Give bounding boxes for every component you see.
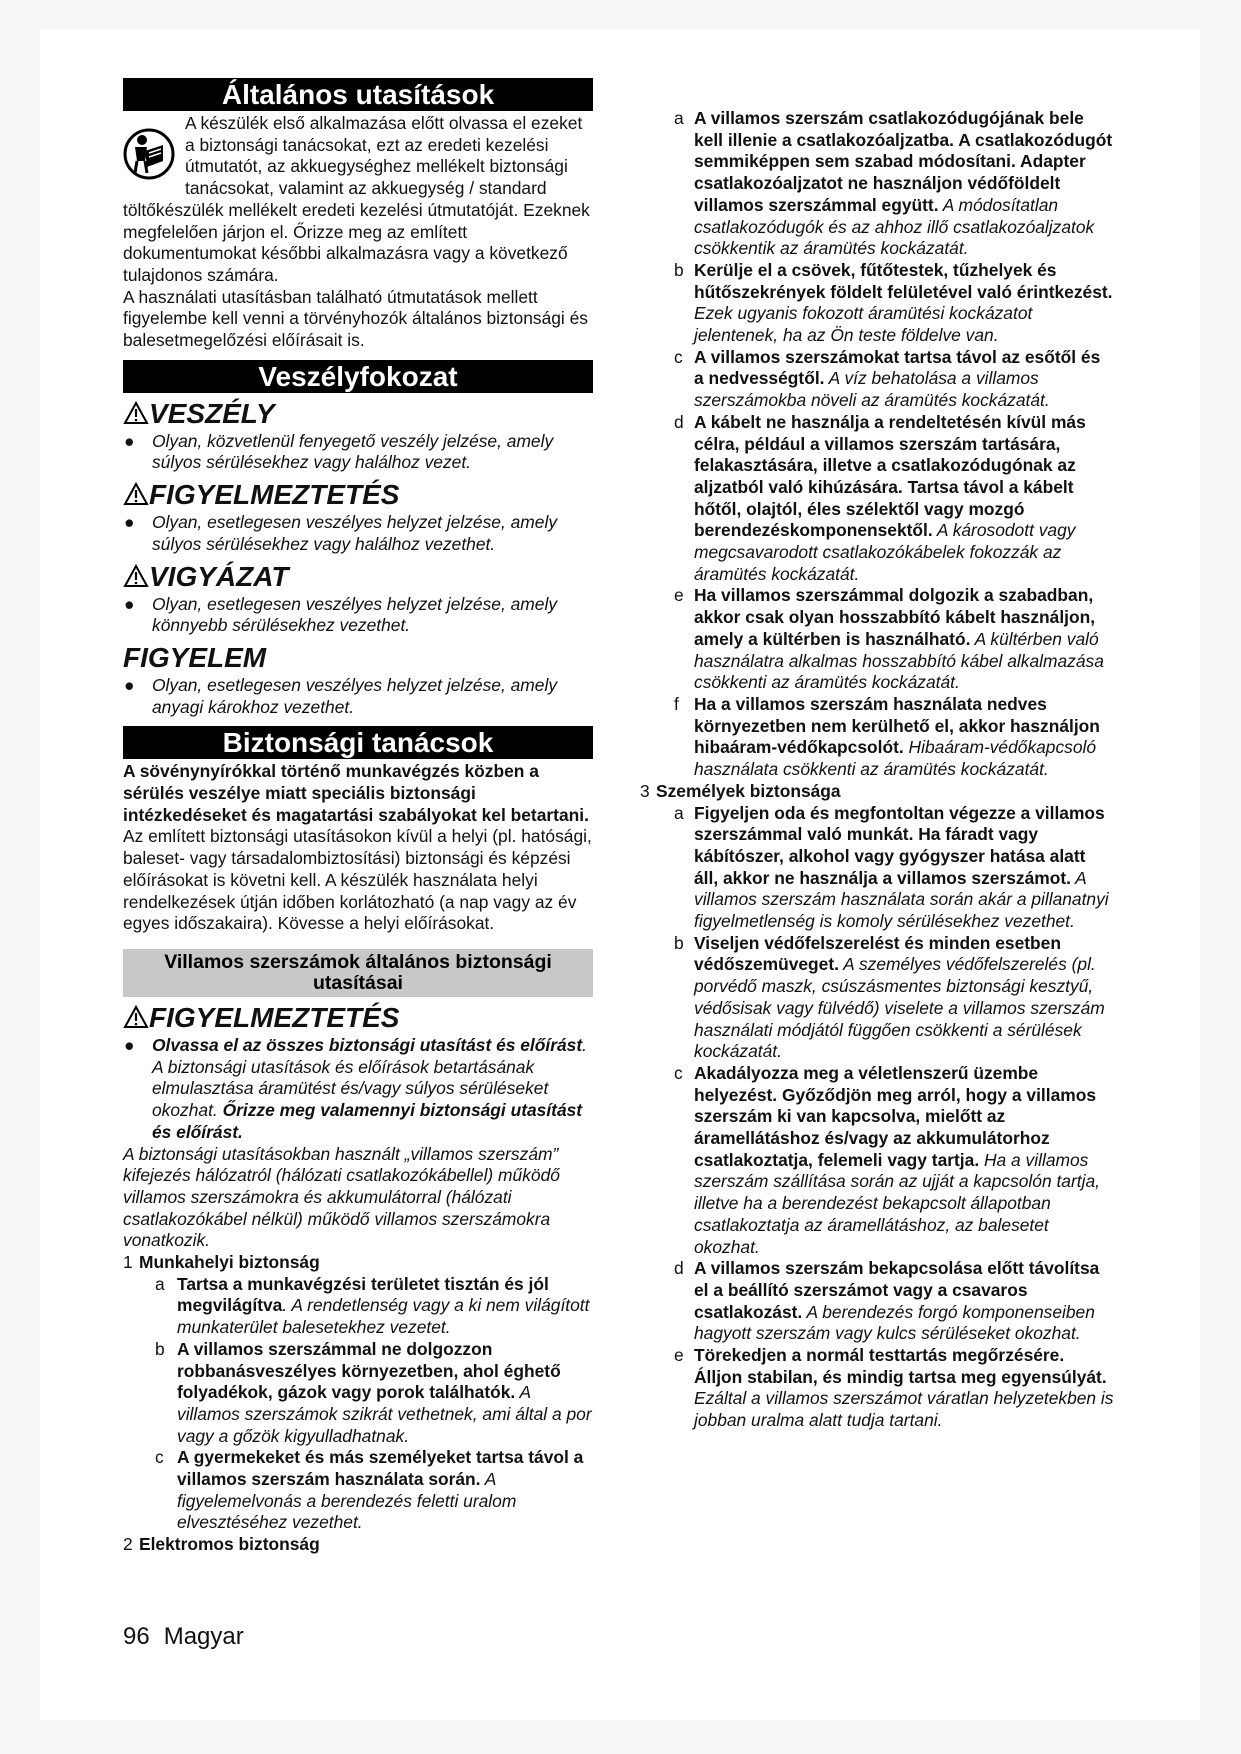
list-item: b Kerülje el a csövek, fűtőtestek, tűzhelyek és hűtőszekrények földelt felületével való érintkezést. Ezek ugyanis fokozott áramütési kockázatot jelentenek, ha az Ön teste földelve van. — [674, 259, 1113, 346]
level-heading-caution: VIGYÁZAT — [123, 562, 593, 592]
warning-triangle-icon — [123, 1005, 149, 1029]
list-item: c A gyermekeket és más személyeket tartsa távol a villamos szerszám használata során. A figyelemelvonás a berendezés feletti uralom elvesztéséhez vezethet. — [155, 1447, 584, 1533]
section-2-heading: 2 Elektromos biztonság — [123, 1534, 320, 1555]
level-text-danger: ● Olyan, közvetlenül fenyegető veszély jelzése, amely súlyos sérülésekhez vagy halálhoz vezet. — [124, 430, 554, 473]
warning-triangle-icon — [123, 482, 149, 506]
level-heading-notice: FIGYELEM — [123, 641, 267, 673]
level-text-warning: ● Olyan, esetlegesen veszélyes helyzet jelzése, amely súlyos sérülésekhez vagy halálhoz vezethet. — [124, 512, 558, 554]
page-number: 96 — [123, 1623, 150, 1650]
level-heading-danger: VESZÉLY — [123, 399, 593, 429]
list-item: a Figyeljen oda és megfontoltan végezze a villamos szerszámmal való munkát. Ha fáradt vagy kábítószer, alkohol vagy gyógyszer hatása alatt áll, akkor ne használja a villamos szerszámot. A villamos szerszám használata során akár a pillanatnyi figyelmetlenség is komoly sérülésekhez vezethet. — [674, 802, 1109, 932]
list-item: a A villamos szerszám csatlakozódugójának bele kell illenie a csatlakozóaljzatba. A csatlakozódugót semmiképpen sem szabad módosítani. Adapter csatlakozóaljzatot ne használjon védőföldelt villamos szerszámmal együtt. A módosítatlan csatlakozódugók és az ahhoz illő csatlakozóaljzatok csökkentik az áramütés kockázatát. — [674, 108, 1113, 259]
section-3-heading: 3 Személyek biztonsága — [640, 780, 841, 801]
general-text-2: A használati utasításban található útmutatások mellett figyelembe kell venni a törvényhozók általános biztonsági és balesetmegelőzési előírásait is. — [123, 286, 588, 351]
list-item: e Törekedjen a normál testtartás megőrzésére. Álljon stabilan, és mindig tartsa meg egyensúlyát. Ezáltal a villamos szerszámot váratlan helyzetekben is jobban uralma alatt tudja tartani. — [674, 1345, 1114, 1431]
tools-warning-heading: FIGYELMEZTETÉS — [123, 1003, 593, 1033]
read-manual-icon — [123, 123, 175, 185]
left-column — [123, 78, 593, 1556]
list-item: c Akadályozza meg a véletlenszerű üzembe helyezést. Győződjön meg arról, hogy a villamos szerszám ki van kapcsolva, mielőtt az áramellátáshoz és/vagy az akkumulátorhoz csatlakoztatja, felemeli vagy tartja. Ha a villamos szerszám szállítása során az ujját a kapcsolón tartja, illetve ha a berendezést bekapcsolt állapotban csatlakoztatja az áramellátáshoz, az balesetet okozhat. — [674, 1062, 1100, 1257]
general-text: A készülék első alkalmazása előtt olvassa el ezeket a biztonsági tanácsokat, ezt az eredeti kezelési útmutatót, az akkuegységhez mellékelt biztonsági tanácsokat, valamint az akkuegység / standard töltőkészülék mellékelt eredeti kezelési útmutatóját. Ezeknek megfelelően járjon el. Őrizze meg az említett dokumentumokat későbbi alkalmazásra vagy a következő tulajdonos számára. — [123, 113, 590, 285]
tools-paragraph: A biztonsági utasításokban használt „villamos szerszám” kifejezés hálózatról (hálózati csatlakozókábellel) működő villamos szerszámokra és akkumulátorral (hálózati csatlakozókábel nélkül) működő villamos szerszámokra vonatkozik. — [123, 1143, 560, 1251]
level-heading-warning: FIGYELMEZTETÉS — [123, 480, 593, 510]
section-title-safety: Biztonsági tanácsok — [123, 726, 593, 759]
page-footer — [123, 1623, 258, 1651]
list-item: d A villamos szerszám bekapcsolása előtt távolítsa el a beállító szerszámot vagy a csavaros csatlakozást. A berendezés forgó komponenseiben hagyott szerszám vagy kulcs sérüléseket okozhat. — [674, 1258, 1100, 1344]
safety-text: Az említett biztonsági utasításokon kívül a helyi (pl. hatósági, baleset- vagy társadalombiztosítási) biztonsági és képzési előírásokat is követni kell. A készülék használata helyi rendelkezések útján időben korlátozható (a nap vagy az év egyes időszakaira). Kövesse a helyi előírásokat. — [123, 826, 592, 934]
right-column — [640, 108, 1114, 1432]
general-intro — [123, 113, 593, 352]
list-item: b Viseljen védőfelszerelést és minden esetben védőszemüveget. A személyes védőfelszerelés (pl. porvédő maszk, csúszásmentes biztonsági kesztyű, védősisak vagy fülvédő) viselete a villamos szerszám használati módjától függően csökkenti a sérülések kockázatát. — [674, 932, 1105, 1062]
list-item: c A villamos szerszámokat tartsa távol az esőtől és a nedvességtől. A víz behatolása a villamos szerszámokba növeli az áramütés kockázatát. — [674, 346, 1101, 411]
section-1-heading: 1 Munkahelyi biztonság — [123, 1252, 320, 1273]
warning-triangle-icon — [123, 564, 149, 588]
safety-bold-text: A sövénynyírókkal történő munkavégzés közben a sérülés veszélye miatt speciális biztonsági intézkedéseket és magatartási szabályokat kel betartani. — [123, 761, 589, 825]
section-title-tools: Villamos szerszámok általános biztonsági utasításai — [123, 949, 593, 997]
list-item: b A villamos szerszámmal ne dolgozzon robbanásveszélyes környezetben, ahol éghető folyadékok, gázok vagy porok találhatók. A villamos szerszámok szikrát vethetnek, ami által a por vagy a gőzök kigyulladhatnak. — [155, 1338, 592, 1446]
tools-bullet: ● Olvassa el az összes biztonsági utasítást és előírást. A biztonsági utasítások és előírások betartásának elmulasztása áramütést és/vagy súlyos sérüléseket okozhat. Őrizze meg valamennyi biztonsági utasítást és előírást. — [124, 1034, 587, 1142]
warning-triangle-icon — [123, 401, 149, 425]
list-item: e Ha villamos szerszámmal dolgozik a szabadban, akkor csak olyan hosszabbító kábelt használjon, amely a kültérben is használható. A kültérben való használatra alkalmas hosszabbító kábel alkalmazása csökkenti az áramütés kockázatát. — [674, 585, 1104, 693]
list-item: d A kábelt ne használja a rendeltetésén kívül más célra, például a villamos szerszám tartására, felakasztására, illetve a csatlakozódugónak az aljzatból való kihúzására. Tartsa távol a kábelt hőtől, olajtól, éles szélektől vagy mozgó berendezéskomponensektől. A károsodott vagy megcsavarodott csatlakozókábelek fokozzák az áramütés kockázatát. — [674, 411, 1086, 584]
page-language: Magyar — [163, 1623, 244, 1650]
list-item: f Ha a villamos szerszám használata nedves környezetben nem kerülhető el, akkor használjon hibaáram-védőkapcsolót. Hibaáram-védőkapcsoló használata csökkenti az áramütés kockázatát. — [674, 693, 1100, 780]
list-item: a Tartsa a munkavégzési területet tisztán és jól megvilágítva. A rendetlenség vagy a ki nem világított munkaterület balesetekhez vezetet. — [155, 1273, 590, 1338]
level-text-caution: ● Olyan, esetlegesen veszélyes helyzet jelzése, amely könnyebb sérülésekhez vezethet. — [124, 593, 558, 636]
section-title-general: Általános utasítások — [123, 78, 593, 111]
level-text-notice: ● Olyan, esetlegesen veszélyes helyzet jelzése, amely anyagi károkhoz vezethet. — [124, 674, 558, 717]
section-title-danger-levels: Veszélyfokozat — [123, 360, 593, 393]
